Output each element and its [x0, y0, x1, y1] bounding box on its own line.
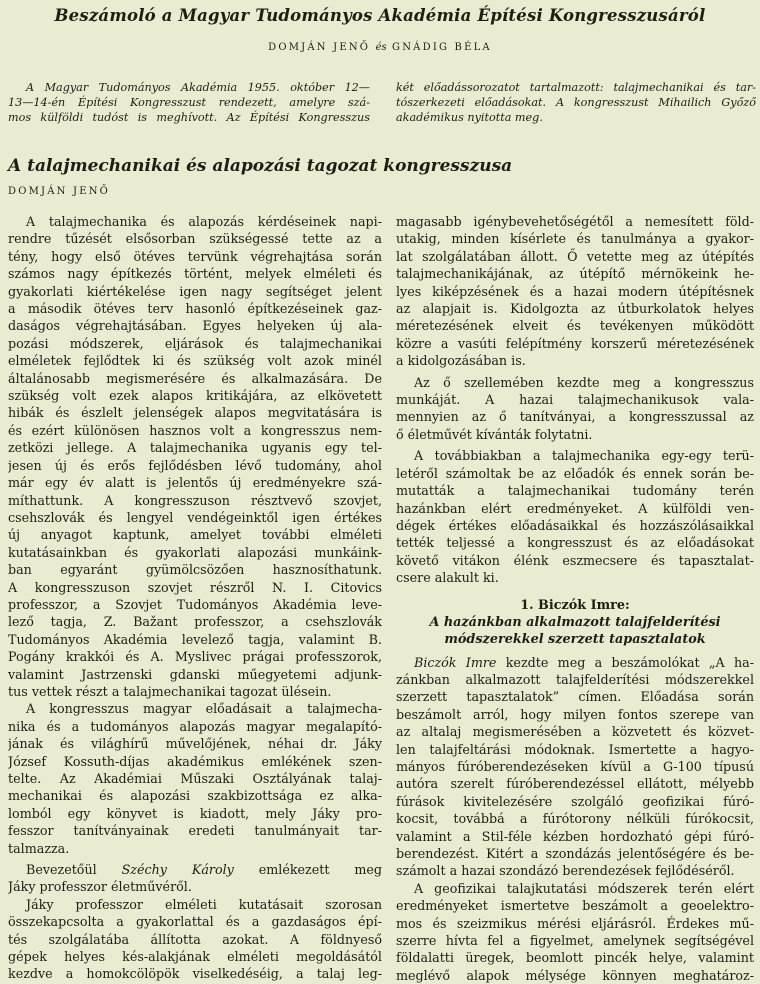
subsection-title-line: módszerekkel szerzett tapasztalatok [444, 631, 706, 647]
text-line: fúrások kivitelezésére szolgáló geofizikai fúró- [396, 793, 754, 809]
text-line: míthattunk. A kongresszuson résztvevő szovjet, [8, 492, 382, 508]
text-line: talajmechanikájának, az útépítő mérnökeink he- [396, 266, 754, 282]
text-line: daságos végrehajtásában. Egyes helyeken új ala- [8, 318, 382, 334]
article-title: Beszámoló a Magyar Tudományos Akadémia Építési Kongresszusáról [54, 6, 706, 25]
text-line: mennyien az ő tanítványai, a kongresszussal az [396, 409, 754, 425]
text-line: hazánkban elért eredményeket. A külföldi ven- [396, 500, 754, 516]
text-line: tény, hogy első ötéves tervünk végrehajtása során [8, 248, 382, 264]
text-line: József Kossuth-díjas akadémikus emlékének szen- [8, 753, 382, 769]
right-column [396, 213, 754, 984]
text-line: mos és szeizmikus mérési eljárásról. Érdekes mű- [396, 915, 754, 931]
text-line: lomból egy könyvet is kiadott, mely Jáky pro- [8, 805, 382, 821]
intro-line: A Magyar Tudományos Akadémia 1955. október 12— [26, 81, 370, 94]
text-line: mutatták a talajmechanikai tudomány terén [396, 483, 754, 499]
text-line: tették teljessé a kongresszust és az előadásokat [396, 535, 754, 551]
text-line: lyes kiképzésének és a hazai modern útépítésnek [396, 283, 754, 299]
text-line: valamint a Stil-féle kézben hordozható gépi fúró- [396, 828, 754, 844]
text-line: talmazza. [8, 840, 70, 856]
text-line: munkáját. A hazai talajmechanikusok vala- [396, 392, 754, 408]
text-line: új anyagot kaptunk, amelyet további elméleti [8, 527, 382, 543]
text-line: mechanikai és alapozási szakbizottsága ez alka- [8, 788, 382, 804]
text-line: jának és világhírű művelőjének, néhai dr. Jáky [8, 736, 382, 752]
intro-line: tószerkezeti előadásokat. A kongresszust Mihailich Győző [396, 96, 756, 109]
text-line: közre a vasúti felépítmény korszerű méretezésének [396, 335, 754, 351]
intro-line: két előadássorozatot tartalmazott: talajmechanikai és tar- [396, 81, 756, 94]
text-line: méretezésének elveit és tevékenyen működött [396, 318, 754, 334]
intro-line: akadémikus nyitotta meg. [396, 111, 543, 124]
text-line: a kidolgozásában is. [396, 353, 526, 369]
text-line: A kongresszuson szovjet részről N. I. Citovics [8, 579, 382, 595]
text-line: meglévő alapok mélysége könnyen meghatároz- [396, 967, 754, 983]
text-line: dégek értékes előadásaikkal és hozzászólásaikkal [396, 517, 754, 533]
text-line: Pogány krakkói és A. Myslivec prágai professzorok, [8, 649, 382, 665]
text-line: általánosabb megismerésére és alkalmazására. De [8, 370, 382, 386]
text-line: kutatásainkban és gyakorlati alapozási munkáink- [8, 544, 382, 560]
text-line: Bevezetőül Széchy Károly emlékezett meg [26, 862, 382, 878]
intro-line: 13—14-én Építési Kongresszust rendezett, amelyre szá- [8, 96, 370, 109]
text-line: csere alakult ki. [396, 570, 499, 586]
text-line: zánkban alkalmazott talajfelderítési módszerekkel [396, 671, 754, 687]
speaker-name: Széchy Károly [121, 862, 234, 878]
right-column-bottom [396, 654, 754, 984]
text-line: autóra szerelt fúróberendezéssel ellátott, mélyebb [396, 776, 754, 792]
text-line: mányos fúróberendezéseken kívül a G-100 típusú [396, 758, 754, 774]
text-line: Jáky professzor életművéről. [8, 879, 192, 895]
intro-left [8, 80, 370, 125]
left-column [8, 213, 382, 983]
text-line: csehszlovák és lengyel vendégeinktől igen értékes [8, 509, 382, 525]
speaker-name: Biczók Imre [414, 654, 497, 670]
text-line: szükség volt ezek alapos kritikájára, az elkövetett [8, 388, 382, 404]
text-line: hibák és észlelt jelenségek alapos megvitatására is [8, 405, 382, 421]
text-line: földalatti üregek, beomlott pincék helye, valamint [396, 950, 754, 966]
text-line: kocsit, továbbá a fúrótorony nélküli fúrókocsit, [396, 811, 754, 827]
text-line: szerre hívta fel a figyelmet, amelynek segítségével [396, 933, 754, 949]
text-line: professzor, a Szovjet Tudományos Akadémia leve- [8, 596, 382, 612]
intro-line: mos külföldi tudóst is meghívott. Az Építési Kongresszus [8, 111, 370, 124]
text-line: ban egyaránt gyümölcsözően hasznosíthatunk. [8, 562, 382, 578]
subsection-speaker: 1. Biczók Imre: [520, 597, 630, 613]
text-line: A kongresszus magyar előadásait a talajmecha- [26, 701, 382, 717]
text-line: a második ötéves terv hasonló építkezéseinek gaz- [8, 301, 382, 317]
subsection-title-line: A hazánkban alkalmazott talajfelderítési [429, 614, 721, 630]
text-line: valamint Jastrzenski gdanski műegyetemi adjunk- [8, 666, 382, 682]
text-line: kezdve a homokcölöpök viselkedéséig, a talaj leg- [8, 966, 382, 982]
text-line: Jáky professzor elméleti kutatásait szorosan [26, 896, 382, 912]
text-line: követő vitákon élénk eszmecsere és tapasztalat- [396, 552, 754, 568]
text-line: elméletek fejlődtek ki és szükség volt azok minél [8, 353, 382, 369]
text-line: A továbbiakban a talajmechanika egy-egy terü- [414, 448, 754, 464]
text-line: rendre tűzését elsősorban szükségessé tette az a [8, 231, 382, 247]
text-line: Tudományos Akadémia levelező tagja, valamint B. [8, 631, 382, 647]
text-line: utakig, minden kísérlete és tanulmánya a gyakor- [396, 231, 754, 247]
text-line: magasabb igénybevehetőségétől a nemesített föld- [396, 214, 754, 229]
text-line: zetközi jellege. A talajmechanika ugyanis egy tel- [8, 440, 382, 456]
text-line: ő életművét kívánták folytatni. [396, 426, 593, 442]
text-line: berendezést. Kitért a szondázás jelentőségére és be- [396, 846, 754, 861]
text-line: számos nagy építkezés történt, melyek elméleti és [8, 266, 382, 282]
text-line: az alapjait is. Kidolgozta az útburkolatok helyes [396, 301, 754, 317]
section-author: DOMJÁN JENŐ [8, 186, 111, 197]
text-line: letéről számoltak be az előadók és ennek során be- [396, 465, 754, 481]
section-title: A talajmechanikai és alapozási tagozat kongresszusa [8, 156, 513, 176]
text-line: lat szolgálatában állott. Ő vetette meg az útépítés [396, 248, 754, 264]
text-line: számolt a hazai szondázó berendezések fejlődéséről. [396, 863, 735, 879]
text-line: Az ő szellemében kezdte meg a kongresszus [414, 374, 754, 390]
text-line: telte. Az Akadémiai Műszaki Osztályának talaj- [8, 771, 382, 786]
text-line: beszámolt arról, hogy milyen fontos szerepe van [396, 706, 754, 722]
text-line: tus vettek részt a talajmechanikai tagozat ülésein. [8, 683, 332, 699]
author-2: GNÁDIG BÉLA [392, 42, 492, 53]
text-line: nika és a tudományos alapozás magyar megalapító- [8, 718, 382, 734]
intro-right [396, 80, 756, 125]
article-authors [0, 42, 760, 53]
right-column-top [396, 213, 754, 587]
text-line: jesen új és erős fejlődésben lévő tudomány, ahol [8, 457, 382, 473]
text-line: lező tagja, Z. Bažant professzor, a csehszlovák [8, 614, 382, 630]
text-line: tés szolgálatába állította azokat. A földnyeső [8, 931, 382, 947]
text-line: len talajfeltárási módoknak. Ismertette a hagyo- [396, 741, 754, 757]
text-line: pozási módszerek, eljárások és talajmechanikai [8, 335, 382, 351]
text-line: fesszor tanítványainak eredeti tanulmányait tar- [8, 823, 382, 839]
text-line: már egy év alatt is jelentős új eredményekre szá- [8, 475, 382, 491]
text-line: és ezért különösen hasznos volt a kongresszus nem- [8, 422, 382, 438]
text-line: A talajmechanika és alapozás kérdéseinek napi- [26, 214, 382, 229]
text-line: szerzett tapasztalatok” címen. Előadása során [396, 689, 754, 705]
text-line: gyakorlati kiértékelése igen nagy segítséget jelent [8, 283, 382, 299]
text-line: A geofizikai talajkutatási módszerek terén elért [414, 880, 754, 896]
text-line: eredményeket ismertetve beszámolt a geoelektro- [396, 898, 754, 914]
text-line: összekapcsolta a gyakorlattal és a gazdaságos épí- [8, 914, 382, 930]
text-line: Biczók Imre kezdte meg a beszámolókat „A ha- [414, 654, 754, 670]
author-1: DOMJÁN JENŐ [268, 42, 371, 53]
text-line: gépek helyes kés-alakjának elméleti megoldásától [8, 949, 382, 965]
text-line: az altalaj megismerésében a közvetett és közvet- [396, 724, 754, 740]
subsection-heading [396, 597, 754, 648]
author-conjunction: és [375, 42, 387, 53]
